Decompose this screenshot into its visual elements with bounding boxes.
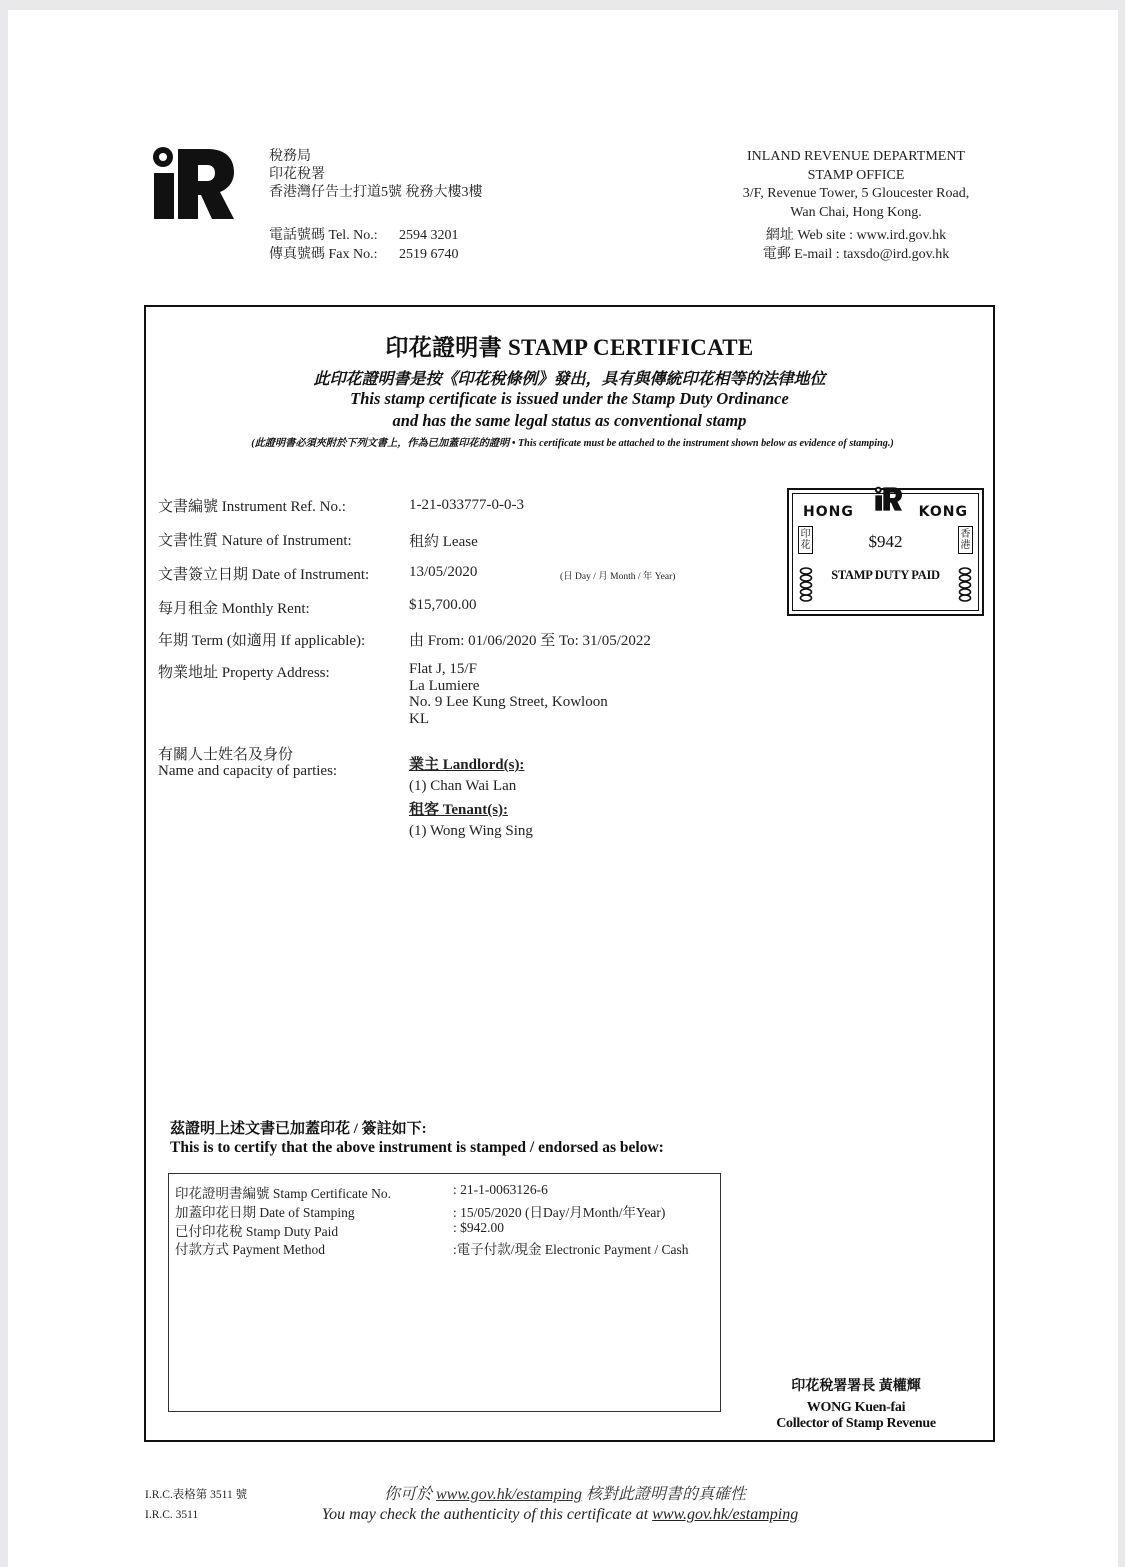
certificate-subtitle-en-1: This stamp certificate is issued under the Stamp Duty Ordinance (350, 389, 789, 408)
signatory-block (746, 1400, 966, 1432)
address-line: No. 9 Lee Kung Street, Kowloon (409, 694, 608, 710)
tel-value: 2594 3201 (399, 228, 459, 243)
seal-coil-left-icon (799, 566, 813, 602)
instrument-ref-label: 文書編號 Instrument Ref. No.: (158, 499, 346, 515)
endorsement-box (168, 1173, 721, 1412)
certificate-note: (此證明書必須夾附於下列文書上，作為已加蓋印花的證明 • This certificate must be attached to the instrument shown below as evidence of stamping.) (251, 438, 894, 449)
parties-label (158, 747, 337, 779)
seal-coil-right-icon (958, 566, 972, 602)
stamp-certificate-box (144, 305, 995, 1442)
endorse-cert-no-label: 印花證明書編號 Stamp Certificate No. (175, 1186, 391, 1201)
monthly-rent-value: $15,700.00 (409, 597, 477, 613)
header-en-line: INLAND REVENUE DEPARTMENT (747, 149, 965, 164)
parties-label-cn: 有關人士姓名及身份 (158, 747, 294, 763)
endorse-method-value: :電子付款/現金 Electronic Payment / Cash (453, 1242, 689, 1257)
header-en-line: STAMP OFFICE (807, 167, 905, 183)
form-code-en: I.R.C. 3511 (145, 1509, 199, 1521)
instrument-date-value: 13/05/2020 (409, 564, 478, 580)
endorse-date-label: 加蓋印花日期 Date of Stamping (175, 1205, 355, 1220)
endorse-date-value: : 15/05/2020 (日Day/月Month/年Year) (453, 1205, 666, 1220)
certify-statement-cn: 茲證明上述文書已加蓋印花 / 簽註如下: (170, 1121, 427, 1137)
verify-note-en (280, 1506, 840, 1524)
nature-label: 文書性質 Nature of Instrument: (158, 533, 352, 549)
stamp-duty-paid-seal (787, 488, 984, 616)
address-line: KL (409, 710, 429, 727)
header-cn-line: 印花稅署 (269, 167, 325, 182)
header-chinese-address (269, 148, 483, 202)
form-code (145, 1485, 247, 1525)
ird-logo (150, 145, 234, 223)
header-english-address (700, 148, 1012, 222)
verify-note-cn (300, 1481, 830, 1504)
tenant-item: (1) Wong Wing Sing (409, 823, 533, 839)
seal-side-left: 印花 (798, 526, 813, 554)
endorse-cert-no-value: : 21-1-0063126-6 (453, 1182, 548, 1197)
landlord-item: (1) Chan Wai Lan (409, 778, 517, 794)
email-text: 電郵 E-mail : taxsdo@ird.gov.hk (762, 247, 950, 262)
endorse-paid-label: 已付印花稅 Stamp Duty Paid (175, 1224, 339, 1239)
header-en-line: Wan Chai, Hong Kong. (790, 204, 922, 220)
fax-label: 傳真號碼 Fax No.: (269, 247, 378, 262)
property-address (409, 661, 608, 727)
header-contact-numbers (269, 226, 459, 264)
property-address-label: 物業地址 Property Address: (158, 665, 330, 681)
instrument-date-label: 文書簽立日期 Date of Instrument: (158, 567, 370, 583)
parties-list (409, 753, 533, 843)
seal-kong-text: KONG (918, 504, 968, 520)
certificate-subtitle-en-2: and has the same legal status as conventional stamp (392, 411, 747, 430)
signatory-name: WONG Kuen-fai (806, 1400, 906, 1415)
header-cn-line: 香港灣仔告士打道5號 稅務大樓3樓 (269, 185, 483, 200)
monthly-rent-label: 每月租金 Monthly Rent: (158, 601, 310, 617)
seal-paid-text: STAMP DUTY PAID (831, 568, 940, 582)
certificate-subtitle-cn: 此印花證明書是按《印花稅條例》發出，具有與傳統印花相等的法律地位 (313, 371, 826, 388)
term-label: 年期 Term (如適用 If applicable): (158, 633, 366, 649)
instrument-ref-value: 1-21-033777-0-0-3 (409, 497, 524, 513)
landlord-heading: 業主 Landlord(s): (409, 757, 525, 773)
nature-value: 租約 Lease (409, 534, 478, 550)
verify-link-cn[interactable]: www.gov.hk/estamping (435, 1486, 583, 1503)
endorse-method-label: 付款方式 Payment Method (175, 1242, 325, 1257)
verify-cn-suffix: 核對此證明書的真確性 (582, 1486, 747, 1503)
form-code-cn: I.R.C.表格第 3511 號 (145, 1489, 248, 1501)
seal-ird-logo (872, 486, 904, 512)
tenant-heading: 租客 Tenant(s): (409, 802, 509, 818)
tel-label: 電話號碼 Tel. No.: (269, 228, 378, 243)
address-line: Flat J, 15/F (409, 661, 477, 677)
website-text: 網址 Web site : www.ird.gov.hk (765, 228, 947, 243)
seal-side-right: 香港 (958, 526, 973, 554)
verify-link-en[interactable]: www.gov.hk/estamping (652, 1506, 799, 1523)
fax-value: 2519 6740 (399, 247, 459, 262)
endorse-paid-value: : $942.00 (453, 1220, 505, 1235)
header-en-line: 3/F, Revenue Tower, 5 Gloucester Road, (742, 186, 970, 201)
verify-en-prefix: You may check the authenticity of this certificate at (321, 1506, 653, 1523)
seal-amount: $942 (868, 532, 903, 551)
header-cn-line: 稅務局 (269, 149, 311, 164)
header-web-contact (740, 226, 972, 264)
date-format-hint: (日 Day / 月 Month / 年 Year) (560, 572, 676, 582)
verify-cn-prefix: 你可於 (383, 1486, 436, 1503)
seal-hong-text: HONG (803, 504, 854, 520)
certificate-title: 印花證明書 STAMP CERTIFICATE (385, 335, 754, 360)
signatory-cn: 印花稅署署長 黃權輝 (791, 1379, 921, 1394)
certify-statement-en: This is to certify that the above instrument is stamped / endorsed as below: (170, 1139, 664, 1156)
signatory-title: Collector of Stamp Revenue (776, 1416, 936, 1431)
address-line: La Lumiere (409, 677, 480, 694)
term-value: 由 From: 01/06/2020 至 To: 31/05/2022 (409, 633, 651, 649)
parties-label-en: Name and capacity of parties: (158, 763, 338, 779)
